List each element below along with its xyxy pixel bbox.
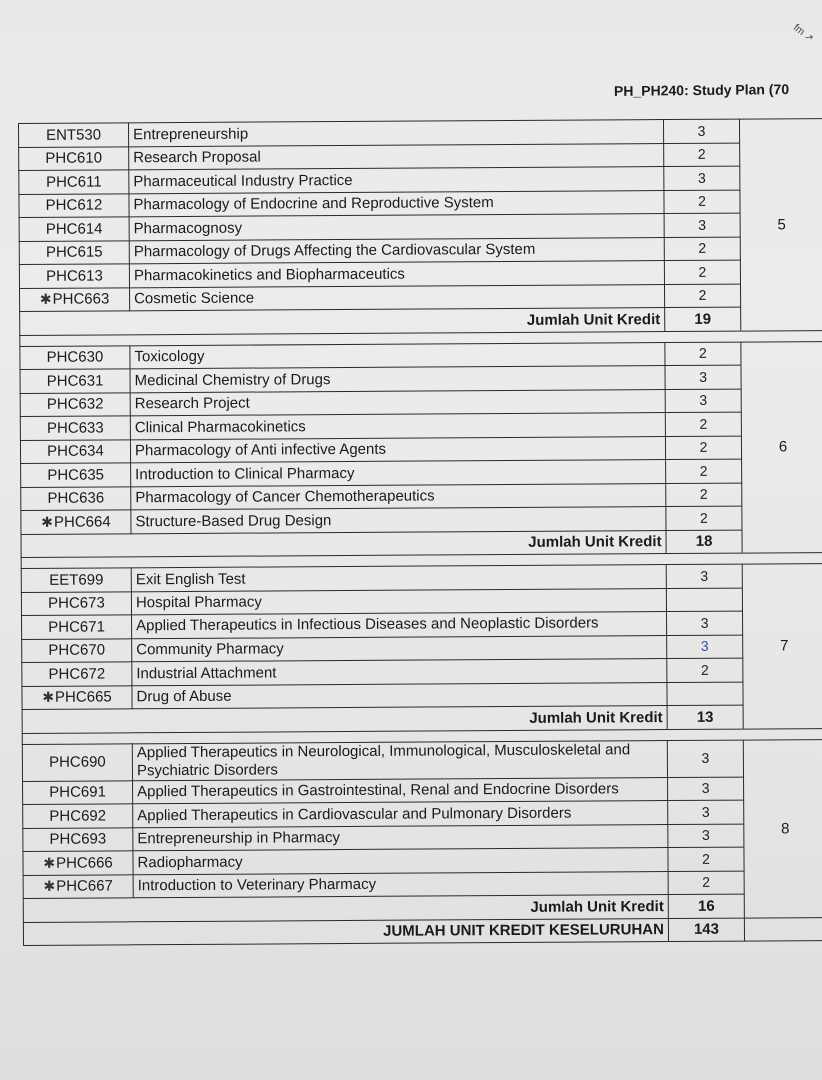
course-code [20,287,130,311]
course-code [22,685,132,709]
course-credit-value: 2 [698,345,707,362]
course-credit-value: 2 [699,509,708,526]
total-blank [23,898,133,922]
course-credits [668,847,744,871]
course-code [19,123,129,147]
course-credits [666,483,742,507]
course-name: Hospital Pharmacy [131,588,666,615]
total-blank [22,709,132,733]
course-name: Pharmacognosy [129,214,664,241]
course-credits [666,506,742,530]
course-code-text: PHC614 [45,220,103,238]
plan-title: PH_PH240: Study Plan (70 [613,81,790,99]
course-code-text: PHC636 [47,489,105,508]
course-name: Applied Therapeutics in Gastrointestinal, Renal and Endocrine Disorders [133,777,668,804]
course-credit-value: 3 [699,368,708,385]
course-code-text: PHC613 [46,267,103,285]
course-name: Radiopharmacy [133,848,668,875]
course-credit-value: 2 [699,462,708,479]
course-credits [666,564,742,588]
course-code [19,146,129,170]
course-code-text: PHC693 [49,830,107,849]
course-code [23,804,133,828]
course-credits [665,342,741,366]
elective-star-icon: ✱ [41,513,53,530]
course-credits [664,143,740,167]
course-credits [664,190,740,214]
semester-number: 6 [741,341,822,553]
course-name: Pharmacology of Drugs Affecting the Cardiovascular System [129,237,664,264]
semester-total-value: 18 [666,530,742,554]
semester-total-label: Jumlah Unit Kredit [133,895,668,922]
course-name: Structure-Based Drug Design [131,507,666,534]
course-credits [668,824,744,848]
course-name: Clinical Pharmacokinetics [130,413,665,440]
course-code [23,874,133,898]
elective-star-icon: ✱ [43,854,56,871]
course-code-text: PHC663 [52,290,110,309]
course-name: Pharmaceutical Industry Practice [129,167,664,194]
semester-total-label: Jumlah Unit Kredit [130,308,665,335]
course-name: Research Proposal [129,143,664,170]
course-code-text: PHC630 [46,348,104,367]
course-credit-value: 3 [697,169,706,186]
grand-total-row [23,917,822,945]
course-credit-value: 3 [701,749,710,766]
course-credit-value: 3 [697,122,706,139]
course-name: Medicinal Chemistry of Drugs [130,366,665,393]
course-credits [667,658,743,682]
course-name: Exit English Test [131,565,666,592]
semester-total-label: Jumlah Unit Kredit [131,530,666,557]
elective-star-icon: ✱ [39,291,52,308]
course-name: Research Project [130,389,665,416]
course-credits [667,635,743,659]
course-code-text: PHC666 [55,854,113,872]
course-code [20,439,130,463]
semester-number: 5 [739,119,822,331]
course-code [20,369,130,393]
handwritten-corner-mark: fm ↗ [790,22,816,45]
course-credits [665,389,741,413]
course-code-text: PHC692 [49,807,107,825]
course-credits [667,682,743,706]
course-code-text: PHC673 [48,594,105,613]
course-code [23,851,133,875]
course-name: Drug of Abuse [132,682,667,709]
grand-total-end [744,917,822,941]
course-name: Pharmacology of Endocrine and Reproductive System [129,190,664,217]
course-credit-value: 2 [699,439,708,456]
semester-total-value: 19 [665,307,741,331]
course-code-text: PHC611 [46,173,102,191]
course-credit-value: 3 [698,216,707,233]
course-credit-value: 3 [699,392,708,409]
course-code [19,193,129,217]
course-name: Applied Therapeutics in Cardiovascular and Pulmonary Disorders [133,801,668,828]
course-code-text: PHC667 [56,877,113,896]
course-code [23,780,133,804]
course-code-text: PHC672 [48,665,106,683]
course-credits [665,412,741,436]
course-code [20,416,130,440]
course-code [21,463,131,487]
course-code-text: PHC631 [46,372,104,390]
course-credit-value: 2 [702,874,711,891]
course-name: Industrial Attachment [132,659,667,686]
study-plan-body [19,119,822,946]
course-code-text: EET699 [49,571,104,589]
course-code [21,591,131,615]
course-code-text: PHC635 [47,466,105,484]
course-credits [667,740,743,777]
course-code [20,345,130,369]
total-blank [21,533,131,557]
course-code [19,240,129,264]
course-code-text: PHC615 [45,243,103,262]
course-name: Cosmetic Science [130,284,665,311]
grand-total-label: JUMLAH UNIT KREDIT KESELURUHAN [133,918,668,945]
course-credits [665,436,741,460]
course-code [19,170,129,194]
course-name: Introduction to Clinical Pharmacy [131,460,666,487]
course-credit-value: 3 [701,827,710,844]
course-code-text: PHC632 [46,395,104,414]
elective-star-icon: ✱ [43,878,56,895]
course-credit-value: 2 [699,415,708,432]
course-credits [663,119,739,143]
course-code-text: PHC671 [48,618,105,636]
course-credits [664,260,740,284]
course-credits [666,459,742,483]
course-code [19,217,129,241]
course-name: Toxicology [130,342,665,369]
course-code-text: PHC634 [47,442,104,461]
course-name: Applied Therapeutics in Neurological, Immunological, Musculoskeletal and Psychiatric Disorders [132,740,667,780]
semester-total-value: 16 [668,894,744,918]
grand-total-value: 143 [668,918,744,942]
course-credit-value: 2 [698,193,706,210]
course-name: Introduction to Veterinary Pharmacy [133,871,668,898]
course-credits [664,166,740,190]
course-code-text: PHC633 [46,419,104,437]
course-credits [666,611,742,635]
course-code [22,615,132,639]
study-plan-table-wrapper [18,118,822,946]
semester-total-value: 13 [667,705,743,729]
course-code-text: PHC665 [54,688,112,707]
grand-total-blank [23,921,133,945]
course-row [22,739,822,781]
course-name: Entrepreneurship [129,120,664,147]
course-credits [664,213,740,237]
course-code-text: PHC612 [45,196,103,215]
course-code [22,638,132,662]
course-name: Pharmacokinetics and Biopharmaceutics [129,261,664,288]
course-credit-value: 2 [700,661,709,678]
course-credit-value: 2 [698,240,707,257]
course-name: Entrepreneurship in Pharmacy [133,824,668,851]
course-name: Pharmacology of Cancer Chemotherapeutics [131,483,666,510]
course-credits [664,237,740,261]
course-credit-value: 2 [698,287,707,304]
course-credits [665,365,741,389]
course-code [23,827,133,851]
course-code [21,486,131,510]
course-credits [668,777,744,801]
course-code [19,264,129,288]
course-code [20,392,130,416]
course-name: Pharmacology of Anti infective Agents [130,436,665,463]
course-credit-value: 2 [702,850,710,867]
course-name: Community Pharmacy [132,635,667,662]
course-credits [668,871,744,895]
course-credit-value: 3 [701,803,710,820]
semester-total-label: Jumlah Unit Kredit [132,706,667,733]
course-credit-value: 2 [697,146,706,163]
study-plan-table [18,118,822,946]
course-code-text: PHC691 [49,783,106,802]
course-code-text: ENT530 [46,126,102,144]
semester-number: 8 [743,739,822,918]
course-credit-value: 2 [698,263,707,280]
semester-number: 7 [742,564,822,729]
course-code-text: PHC690 [48,753,106,771]
course-code [21,568,131,592]
course-code-text: PHC664 [53,513,111,531]
handwritten-credit-value: 3 [700,638,709,655]
course-credits [664,284,740,308]
course-code-text: PHC670 [48,641,106,660]
course-credit-value: 2 [699,486,708,503]
course-code [22,662,132,686]
course-code-text: PHC610 [45,149,103,168]
course-code [22,743,132,781]
course-credit-value: 3 [700,567,709,584]
course-name: Applied Therapeutics in Infectious Diseases and Neoplastic Disorders [132,612,667,639]
total-blank [20,311,130,335]
course-code [21,510,131,534]
elective-star-icon: ✱ [42,689,55,706]
course-credits [666,588,742,612]
course-credit-value: 3 [701,780,710,797]
course-credits [668,800,744,824]
course-credit-value: 3 [700,614,709,631]
